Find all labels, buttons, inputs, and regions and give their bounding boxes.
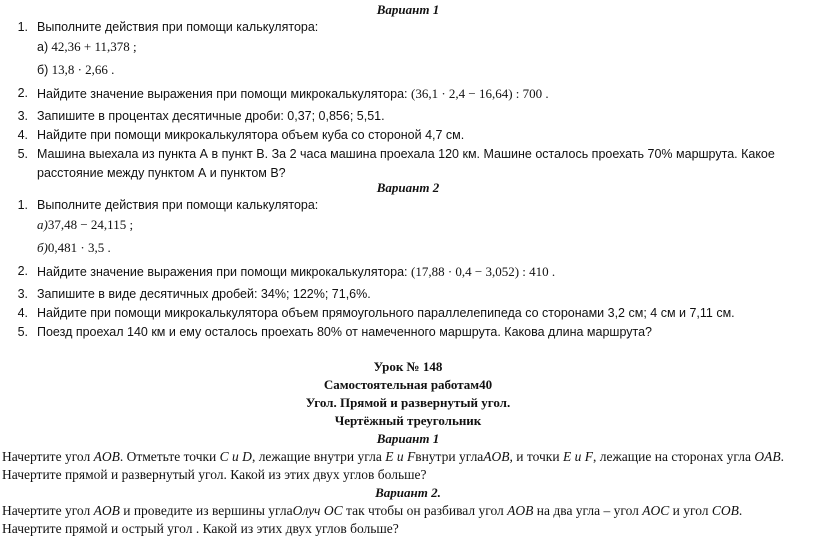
variant2-title: Вариант 2 (376, 180, 440, 195)
lesson-variant1-body (2, 448, 814, 484)
v2-task-2: 2. Найдите значение выражения при помощи микрокалькулятора: (17,88 · 0,4 − 3,052) : 410 . (17, 264, 556, 279)
v2-task-4: 4. Найдите при помощи микрокалькулятора объем прямоугольного параллелепипеда со сторонами 3,2 см; 4 см и 7,11 см. (17, 306, 735, 320)
lesson-header (0, 358, 816, 448)
v1-task-1a: а) 42,36 + 11,378 ; (37, 39, 137, 54)
v2-task-1a: а)37,48 − 24,115 ; (37, 217, 134, 232)
v1-task-4: 4. Найдите при помощи микрокалькулятора объем куба со стороной 4,7 см. (17, 128, 465, 142)
v2-task-3: 3. Запишите в виде десятичных дробей: 34%; 122%; 71,6%. (17, 287, 371, 301)
v1-task-1 (0, 18, 810, 37)
variant2-tasks (0, 196, 810, 342)
v1-task-2: 2. Найдите значение выражения при помощи микрокалькулятора: (36,1 · 2,4 − 16,64) : 700 . (17, 86, 549, 101)
lesson-variant2-body (2, 502, 814, 538)
v1-task-3: 3. Запишите в процентах десятичные дроби: 0,37; 0,856; 5,51. (17, 109, 385, 123)
lesson-v2-task-2: Начертите прямой и острый угол . Какой из этих двух углов больше? (2, 521, 399, 536)
v2-task-1b: б)0,481 · 3,5 . (37, 240, 111, 255)
lesson-v2-task-1: Начертите угол AOB и проведите из вершины углаOлуч OC так чтобы он разбивал угол AOB на два угла – угол AOC и угол COB. (2, 503, 743, 518)
lesson-v1-task-2: Начертите прямой и развернутый угол. Какой из этих двух углов больше? (2, 467, 427, 482)
task-number: 1. (17, 20, 28, 34)
lesson-subtopic: Чертёжный треугольник (334, 413, 482, 428)
variant1-tasks (0, 18, 810, 183)
v2-task-1: 1. Выполните действия при помощи калькулятора: (17, 198, 319, 212)
v2-task-5: 5. Поезд проехал 140 км и ему осталось проехать 80% от намеченного маршрута. Какова длина маршрута? (17, 325, 652, 339)
lesson-v1-task-1: Начертите угол AOB. Отметьте точки C и D, лежащие внутри угла E и Fвнутри углаAOB, и точки E и F, лежащие на сторонах угла OAB. (2, 449, 784, 464)
v1-task-5: 5. Машина выехала из пункта А в пункт В. За 2 часа машина проехала 120 км. Машине осталось проехать 70% маршрута. Какое расстояние между пунктом А и пунктом В? (17, 147, 775, 180)
task-text: Выполните действия при помощи калькулятора: (37, 20, 319, 34)
variant1-title: Вариант 1 (376, 2, 440, 17)
lesson-work-title: Самостоятельная работам40 (323, 377, 493, 392)
lesson-variant2-title: Вариант 2. (375, 485, 441, 500)
lesson-number: Урок № 148 (373, 359, 443, 374)
lesson-topic: Угол. Прямой и развернутый угол. (305, 395, 511, 410)
v1-task-1b: б) 13,8 · 2,66 . (37, 62, 115, 77)
lesson-variant1-title: Вариант 1 (376, 431, 440, 446)
